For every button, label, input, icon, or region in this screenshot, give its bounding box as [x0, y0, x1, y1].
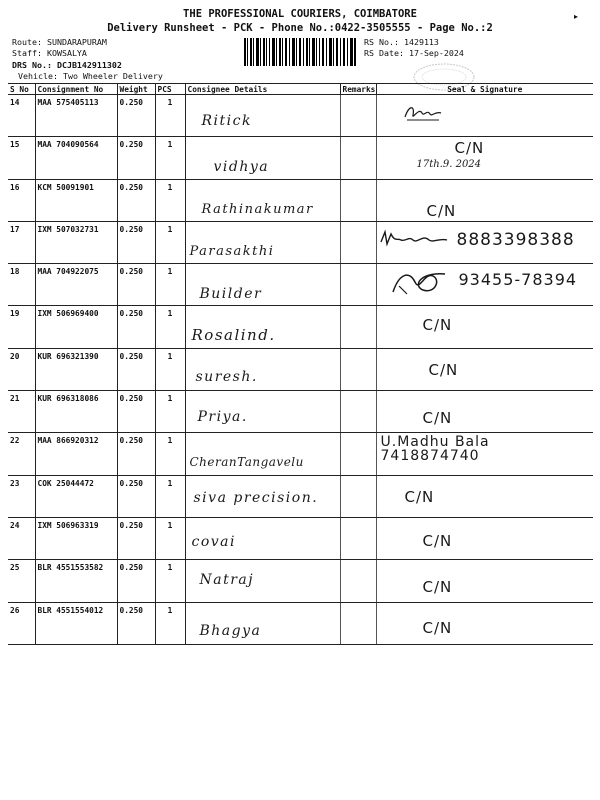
handwritten-signature: C/N	[404, 487, 435, 506]
cell-remarks	[340, 433, 376, 475]
handwritten-consignee: CheranTangavelu	[189, 455, 304, 470]
cell-weight: 0.250	[117, 517, 155, 559]
cell-consignee	[185, 475, 340, 517]
cell-signature	[376, 560, 593, 602]
table-row	[8, 602, 593, 644]
cell-sno: 19	[8, 306, 35, 348]
cell-remarks	[340, 517, 376, 559]
handwritten-signature: C/N	[422, 618, 453, 637]
cell-sno: 17	[8, 221, 35, 263]
rs-number: RS No.: 1429113	[364, 37, 439, 47]
cell-consignee	[185, 602, 340, 644]
handwritten-signature: C/N	[422, 578, 453, 597]
handwritten-consignee: Rosalind.	[191, 326, 276, 345]
col-header-pcs: PCS	[155, 84, 185, 95]
cell-consignee	[185, 560, 340, 602]
handwritten-date: 17th.9. 2024	[416, 159, 482, 171]
cell-signature	[376, 306, 593, 348]
cell-pcs: 1	[155, 391, 185, 433]
handwritten-name-phone: U.Madhu Bala 7418874740	[380, 434, 490, 465]
col-header-signature: Seal & Signature	[376, 84, 593, 95]
cell-weight: 0.250	[117, 433, 155, 475]
cell-weight: 0.250	[117, 348, 155, 390]
handwritten-consignee: siva precision.	[193, 489, 319, 506]
handwritten-consignee: Parasakthi	[189, 243, 275, 259]
drs-number: DRS No.: DCJB142911302	[12, 60, 122, 70]
handwritten-consignee: suresh.	[195, 368, 258, 385]
cell-pcs: 1	[155, 264, 185, 306]
cell-remarks	[340, 137, 376, 179]
handwritten-signature: C/N	[422, 531, 453, 550]
cell-pcs: 1	[155, 475, 185, 517]
table-row	[8, 517, 593, 559]
vehicle-label: Vehicle: Two Wheeler Delivery	[18, 71, 163, 81]
cell-consignee	[185, 95, 340, 137]
handwritten-consignee: Ritick	[201, 113, 252, 129]
cell-pcs: 1	[155, 306, 185, 348]
cell-weight: 0.250	[117, 475, 155, 517]
cell-signature	[376, 602, 593, 644]
handwritten-phone: 8883398388	[456, 229, 575, 250]
handwritten-consignee: Natraj	[199, 572, 255, 589]
cell-sno: 21	[8, 391, 35, 433]
cell-signature	[376, 137, 593, 179]
signature-scribble	[379, 228, 449, 250]
cell-sno: 15	[8, 137, 35, 179]
col-header-consignment: Consignment No	[35, 84, 117, 95]
cell-sno: 24	[8, 517, 35, 559]
table-row	[8, 179, 593, 221]
cell-sno: 18	[8, 264, 35, 306]
handwritten-signature: C/N	[422, 316, 453, 335]
route-label: Route: SUNDARAPURAM	[12, 37, 107, 47]
signature-scribble	[389, 266, 449, 300]
cell-signature	[376, 475, 593, 517]
handwritten-consignee: Bhagya	[199, 622, 262, 639]
cell-consignee	[185, 264, 340, 306]
cell-sno: 20	[8, 348, 35, 390]
runsheet-table	[8, 83, 593, 645]
cell-signature	[376, 179, 593, 221]
cell-consignee	[185, 221, 340, 263]
cell-remarks	[340, 95, 376, 137]
cell-signature	[376, 95, 593, 137]
barcode-image	[244, 38, 356, 66]
table-row	[8, 433, 593, 475]
table-row	[8, 264, 593, 306]
cell-signature	[376, 517, 593, 559]
cell-remarks	[340, 475, 376, 517]
cell-signature	[376, 348, 593, 390]
col-header-weight: Weight	[117, 84, 155, 95]
cell-consignment: BLR 4551554012	[35, 602, 117, 644]
handwritten-signature: C/N	[454, 139, 485, 158]
handwritten-consignee: Priya.	[197, 409, 248, 426]
cell-consignee	[185, 179, 340, 221]
table-row	[8, 475, 593, 517]
cell-weight: 0.250	[117, 391, 155, 433]
cell-remarks	[340, 221, 376, 263]
col-header-sno: S No	[8, 84, 35, 95]
cell-pcs: 1	[155, 221, 185, 263]
cell-pcs: 1	[155, 95, 185, 137]
cell-consignment: KUR 696321390	[35, 348, 117, 390]
staff-label: Staff: KOWSALYA	[12, 48, 87, 58]
cell-signature	[376, 221, 593, 263]
table-row	[8, 560, 593, 602]
rs-date: RS Date: 17-Sep-2024	[364, 48, 464, 58]
cell-remarks	[340, 602, 376, 644]
cell-weight: 0.250	[117, 602, 155, 644]
cell-remarks	[340, 264, 376, 306]
cell-remarks	[340, 391, 376, 433]
corner-mark: ▸	[574, 12, 579, 21]
cell-weight: 0.250	[117, 264, 155, 306]
cell-consignee	[185, 137, 340, 179]
cell-signature	[376, 433, 593, 475]
runsheet-subtitle: Delivery Runsheet - PCK - Phone No.:0422-3505555 - Page No.:2	[107, 22, 493, 34]
cell-sno: 26	[8, 602, 35, 644]
cell-remarks	[340, 348, 376, 390]
handwritten-signature: C/N	[426, 201, 457, 220]
cell-signature	[376, 391, 593, 433]
table-row	[8, 348, 593, 390]
cell-consignment: IXM 506963319	[35, 517, 117, 559]
handwritten-phone: 93455-78394	[458, 270, 578, 290]
cell-remarks	[340, 306, 376, 348]
cell-consignee	[185, 517, 340, 559]
col-header-remarks: Remarks	[340, 84, 376, 95]
cell-weight: 0.250	[117, 221, 155, 263]
cell-sno: 14	[8, 95, 35, 137]
handwritten-consignee: vidhya	[213, 159, 270, 176]
cell-weight: 0.250	[117, 137, 155, 179]
runsheet-title: THE PROFESSIONAL COURIERS, COIMBATORE	[183, 8, 417, 20]
cell-signature	[376, 264, 593, 306]
cell-sno: 25	[8, 560, 35, 602]
cell-consignment: IXM 507032731	[35, 221, 117, 263]
cell-pcs: 1	[155, 348, 185, 390]
cell-weight: 0.250	[117, 95, 155, 137]
cell-sno: 23	[8, 475, 35, 517]
cell-weight: 0.250	[117, 560, 155, 602]
cell-consignment: IXM 506969400	[35, 306, 117, 348]
table-header-row	[8, 84, 593, 95]
signature-scribble	[403, 101, 443, 123]
table-row	[8, 221, 593, 263]
table-row	[8, 137, 593, 179]
cell-remarks	[340, 560, 376, 602]
cell-consignment: BLR 4551553582	[35, 560, 117, 602]
handwritten-consignee: Builder	[199, 286, 263, 303]
cell-consignment: COK 25044472	[35, 475, 117, 517]
handwritten-consignee: covai	[191, 533, 237, 550]
cell-sno: 22	[8, 433, 35, 475]
cell-consignment: KCM 50091901	[35, 179, 117, 221]
handwritten-consignee: Rathinakumar	[201, 201, 314, 217]
table-row	[8, 95, 593, 137]
cell-pcs: 1	[155, 137, 185, 179]
cell-consignment: MAA 866920312	[35, 433, 117, 475]
cell-pcs: 1	[155, 433, 185, 475]
cell-pcs: 1	[155, 179, 185, 221]
cell-consignee	[185, 433, 340, 475]
cell-pcs: 1	[155, 602, 185, 644]
cell-consignment: MAA 575405113	[35, 95, 117, 137]
cell-consignee	[185, 306, 340, 348]
cell-weight: 0.250	[117, 306, 155, 348]
cell-pcs: 1	[155, 517, 185, 559]
cell-pcs: 1	[155, 560, 185, 602]
table-row	[8, 391, 593, 433]
cell-remarks	[340, 179, 376, 221]
cell-consignment: MAA 704090564	[35, 137, 117, 179]
col-header-consignee: Consignee Details	[185, 84, 340, 95]
cell-consignment: MAA 704922075	[35, 264, 117, 306]
cell-consignment: KUR 696318086	[35, 391, 117, 433]
cell-consignee	[185, 348, 340, 390]
handwritten-signature: C/N	[428, 360, 459, 379]
cell-consignee	[185, 391, 340, 433]
cell-weight: 0.250	[117, 179, 155, 221]
cell-sno: 16	[8, 179, 35, 221]
table-row	[8, 306, 593, 348]
handwritten-signature: C/N	[422, 409, 453, 428]
